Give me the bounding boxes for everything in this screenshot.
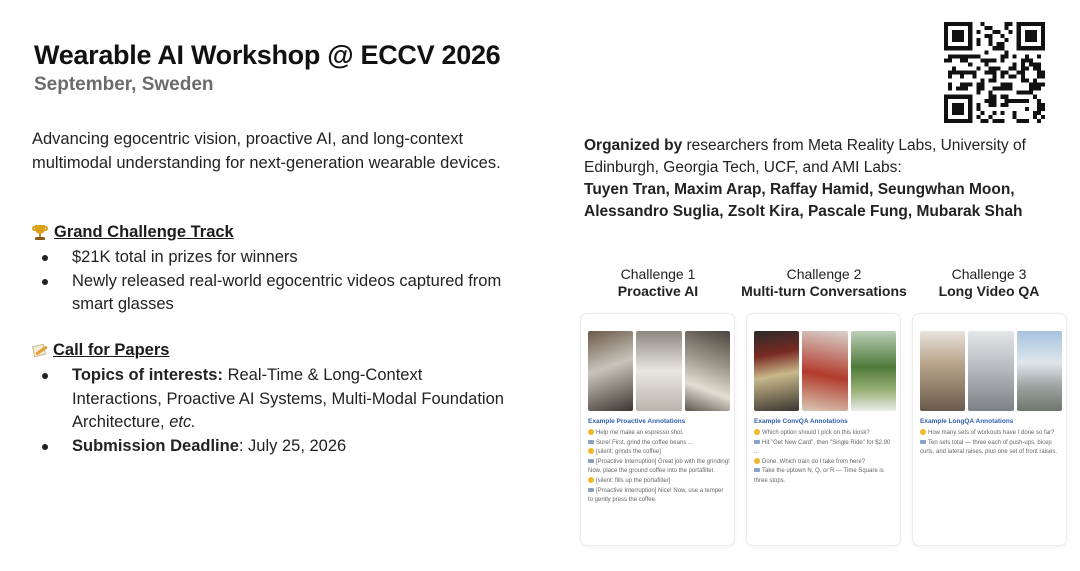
video-thumbnails — [754, 331, 896, 411]
topics-text: Real-Time & Long-Context Interactions, Proactive AI Systems, Multi-Modal Foundation Architecture, — [72, 366, 504, 431]
call-for-papers-list — [42, 364, 512, 458]
assistant-icon — [920, 440, 926, 444]
challenge-name: Long Video QA — [938, 283, 1040, 299]
video-thumbnails — [588, 331, 730, 411]
annotation-line: Done. Which train do I take from here? — [754, 458, 896, 468]
annotation-line: Which option should I pick on this kiosk? — [754, 429, 896, 439]
page-title: Wearable AI Workshop @ ECCV 2026 — [34, 40, 501, 70]
video-frame — [851, 331, 896, 411]
list-item — [42, 364, 512, 435]
video-thumbnails — [920, 331, 1062, 411]
challenge-number: Challenge 2 — [786, 266, 862, 282]
organizers-lead: Organized by — [584, 137, 683, 154]
page-subtitle: September, Sweden — [34, 74, 214, 95]
list-item — [42, 435, 512, 459]
user-icon — [754, 458, 760, 464]
challenge-1-title — [588, 266, 728, 300]
annotation-heading: Example Proactive Annotations — [588, 418, 686, 425]
topics-etc: etc. — [169, 413, 196, 431]
challenge-1-card — [580, 313, 735, 546]
annotation-line: Sure! First, grind the coffee beans ... — [588, 439, 730, 449]
annotation-line: How many sets of workouts have I done so far? — [920, 429, 1062, 439]
grand-challenge-list — [42, 246, 512, 317]
organizers-text: researchers from Meta Reality Labs, University of Edinburgh, Georgia Tech, UCF, and AMI Labs: — [584, 137, 1026, 176]
assistant-icon — [754, 440, 760, 444]
user-icon — [588, 448, 594, 454]
challenge-2-card — [746, 313, 901, 546]
annotation-list — [588, 429, 730, 506]
organizer-names: Tuyen Tran, Maxim Arap, Raffay Hamid, Seungwhan Moon, Alessandro Suglia, Zsolt Kira, Pascale Fung, Mubarak Shah — [584, 181, 1023, 220]
qr-code[interactable] — [944, 22, 1045, 123]
list-item: $21K total in prizes for winners — [42, 246, 512, 270]
challenge-number: Challenge 1 — [620, 266, 696, 282]
challenge-2-title — [738, 266, 910, 300]
video-frame — [802, 331, 847, 411]
video-frame — [588, 331, 633, 411]
assistant-icon — [754, 468, 760, 472]
video-frame — [920, 331, 965, 411]
video-frame — [685, 331, 730, 411]
annotation-line: [silent: grinds the coffee] — [588, 448, 730, 458]
video-frame — [1017, 331, 1062, 411]
user-icon — [588, 477, 594, 483]
challenge-name: Proactive AI — [617, 283, 699, 299]
challenge-name: Multi-turn Conversations — [741, 283, 907, 299]
organizers — [584, 135, 1074, 223]
annotation-line: Ten sets total — three each of push-ups, bicep curls, and lateral raises, plus one set of front raises. — [920, 439, 1058, 456]
video-frame — [636, 331, 681, 411]
annotation-line: Hit "Get New Card", then "Single Ride" for $2.90 ... — [754, 439, 891, 456]
annotation-line: [Proactive Interruption] Nice! Now, use a temper to gently press the coffee. — [588, 487, 724, 504]
topics-label: Topics of interests: — [72, 366, 223, 384]
deadline-label: Submission Deadline — [72, 436, 239, 455]
user-icon — [920, 429, 926, 435]
user-icon — [588, 429, 594, 435]
call-for-papers-label: Call for Papers — [53, 341, 170, 359]
annotation-line: Take the uptown N, Q, or R — Time Square is three stops. — [754, 468, 884, 484]
challenge-3-card — [912, 313, 1067, 546]
trophy-icon — [32, 225, 48, 241]
video-frame — [754, 331, 799, 411]
annotation-line: Help me make an espresso shot. — [588, 429, 730, 439]
user-icon — [754, 429, 760, 435]
call-for-papers-heading — [32, 341, 169, 360]
assistant-icon — [588, 488, 594, 492]
video-frame — [968, 331, 1013, 411]
annotation-heading: Example LongQA Annotations — [920, 418, 1014, 425]
list-item: Newly released real-world egocentric videos captured from smart glasses — [42, 270, 512, 317]
annotation-list — [920, 429, 1062, 458]
challenge-3-title — [918, 266, 1060, 300]
assistant-icon — [588, 440, 594, 444]
annotation-heading: Example ConvQA Annotations — [754, 418, 848, 425]
assistant-icon — [588, 459, 594, 463]
annotation-line: [Proactive Interruption] Great job with the grinding! Now, place the ground coffee into the portafilter. — [588, 458, 730, 475]
grand-challenge-heading — [32, 223, 234, 242]
annotation-list — [754, 429, 896, 487]
intro-paragraph: Advancing egocentric vision, proactive AI, and long-context multimodal understanding for next-generation wearable devices. — [32, 130, 501, 172]
grand-challenge-label: Grand Challenge Track — [54, 223, 234, 241]
challenge-number: Challenge 3 — [951, 266, 1027, 282]
memo-icon — [32, 343, 47, 358]
annotation-line: [silent: fills up the portafilter] — [588, 477, 730, 487]
deadline-text: : July 25, 2026 — [238, 436, 347, 455]
